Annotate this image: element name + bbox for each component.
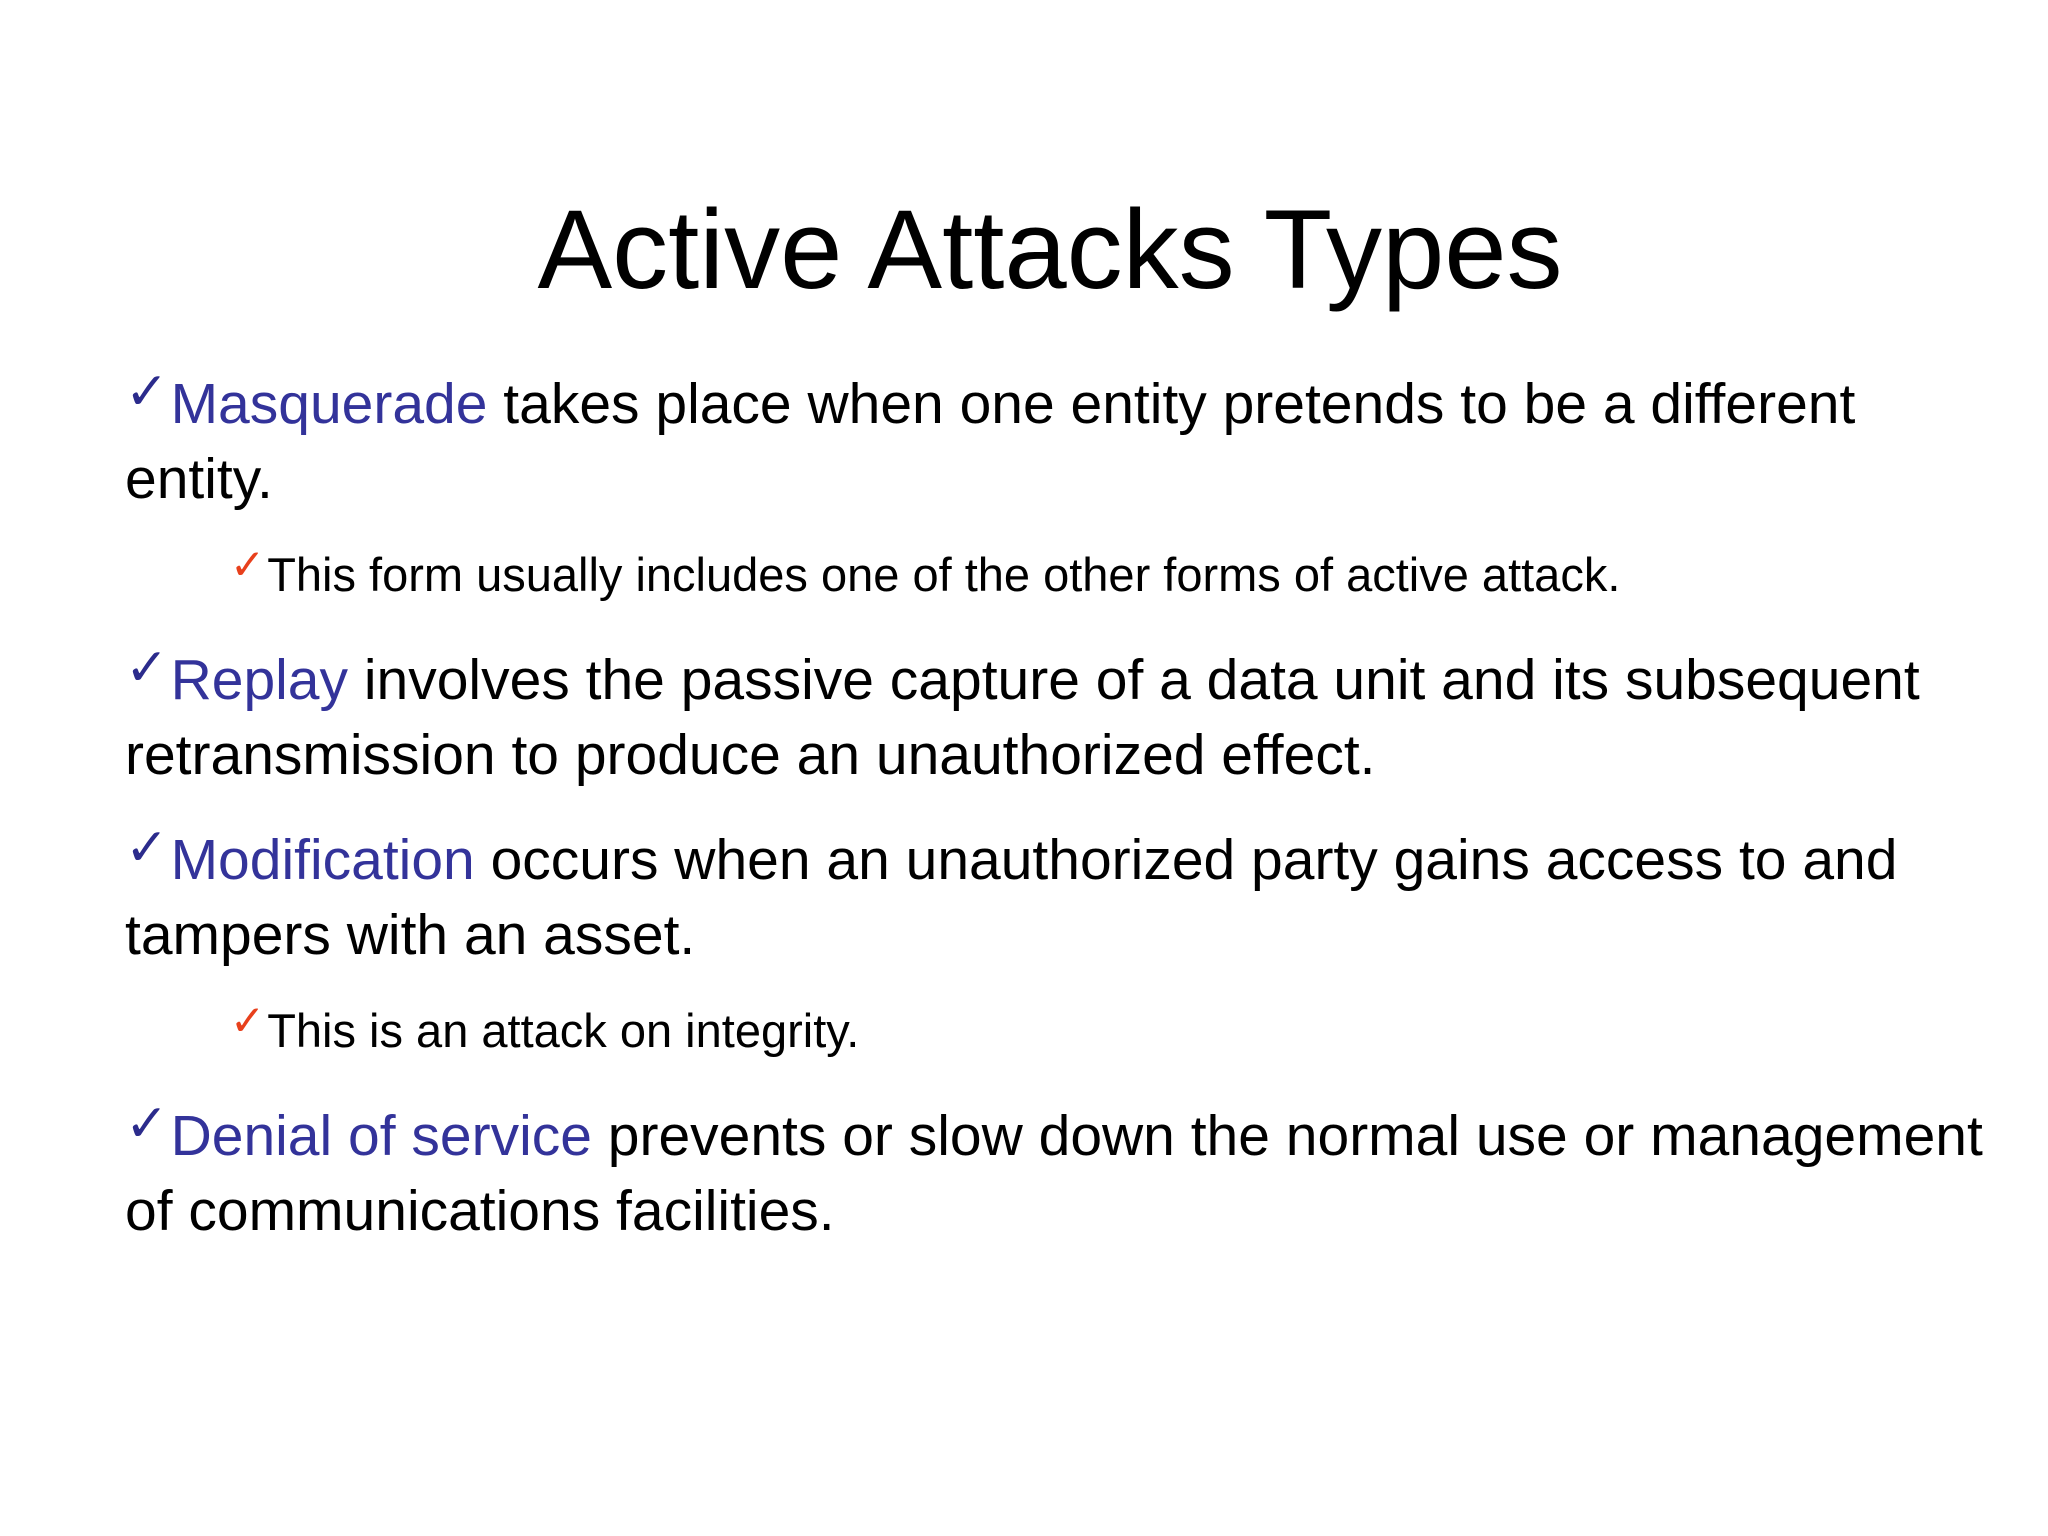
bullet-list (125, 355, 1985, 1267)
checkmark-icon: ✓ (230, 997, 266, 1044)
bullet-text: takes place when one entity pretends to be a different entity. (125, 372, 1856, 511)
sub-bullet-modification (230, 991, 1985, 1061)
checkmark-icon: ✓ (125, 1095, 169, 1153)
bullet-replay (125, 631, 1985, 793)
sub-bullet-text: This is an attack on integrity. (267, 1004, 860, 1057)
checkmark-icon: ✓ (125, 363, 169, 421)
checkmark-icon: ✓ (125, 639, 169, 697)
term-modification: Modification (170, 828, 475, 892)
bullet-modification (125, 811, 1985, 973)
bullet-text: prevents or slow down the normal use or management of communications facilities. (125, 1104, 1983, 1243)
bullet-masquerade (125, 355, 1985, 517)
checkmark-icon: ✓ (125, 819, 169, 877)
slide-title: Active Attacks Types (537, 187, 1563, 312)
checkmark-icon: ✓ (230, 541, 266, 588)
term-masquerade: Masquerade (170, 372, 488, 436)
sub-bullet-text: This form usually includes one of the other forms of active attack. (267, 548, 1621, 601)
bullet-denial-of-service (125, 1087, 1985, 1249)
term-denial-of-service: Denial of service (170, 1104, 592, 1168)
bullet-text: involves the passive capture of a data unit and its subsequent retransmission to produce an unauthorized effect. (125, 648, 1920, 787)
term-replay: Replay (170, 648, 349, 712)
bullet-text: occurs when an unauthorized party gains access to and tampers with an asset. (125, 828, 1898, 967)
sub-bullet-masquerade (230, 535, 1985, 605)
